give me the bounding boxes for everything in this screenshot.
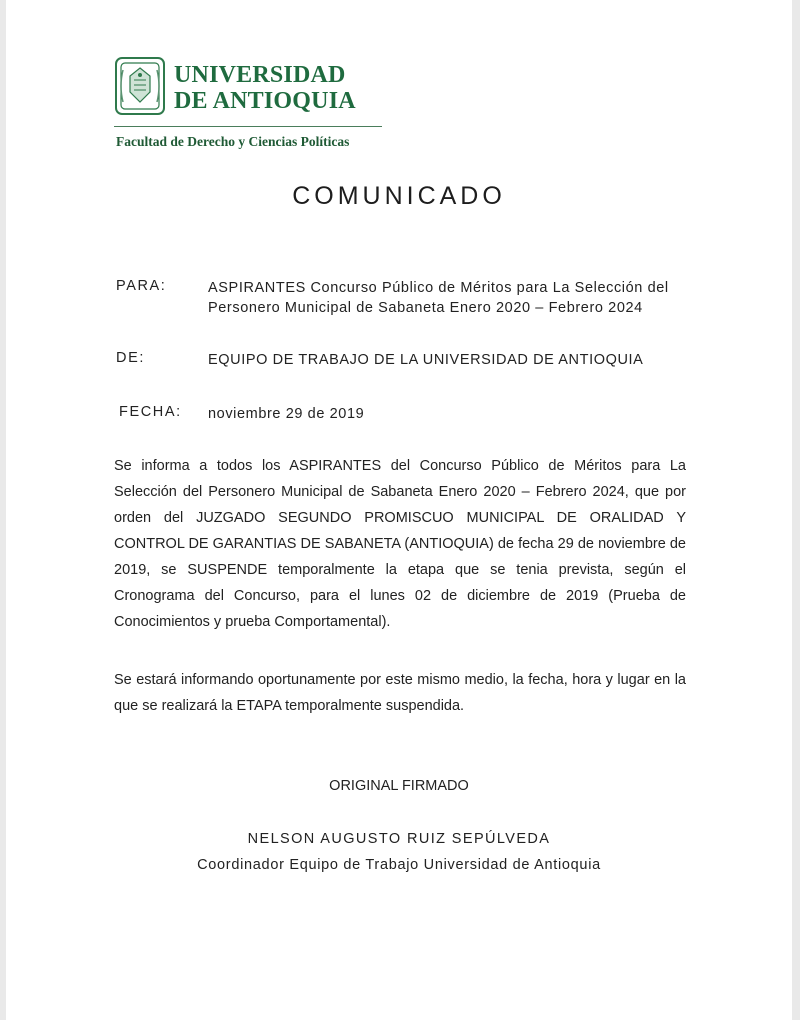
university-name-line2: DE ANTIOQUIA [174,88,356,114]
signatory-role: Coordinador Equipo de Trabajo Universidad de Antioquia [197,857,601,873]
body-paragraph-1: Se informa a todos los ASPIRANTES del Concurso Público de Méritos para La Selección del Personero Municipal de Sabaneta Enero 2020 – Febrero 2024, que por orden del JUZGADO SEGUNDO PROMISCUO MUNICIPAL DE ORALIDAD Y CONTROL DE GARANTIAS DE SABANETA (ANTIOQUIA) de fecha 29 de noviembre de 2019, se SUSPENDE temporalmente la etapa que se tenia prevista, según el Cronograma del Concurso, para el lunes 02 de diciembre de 2019 (Prueba de Conocimientos y prueba Comportamental). [114,458,686,630]
signature-status: ORIGINAL FIRMADO [329,778,469,794]
university-logo [114,56,394,156]
university-seal-icon [114,56,166,116]
de-label: DE: [116,350,145,366]
university-name [174,62,356,114]
signatory-name: NELSON AUGUSTO RUIZ SEPÚLVEDA [247,831,551,847]
logo-divider [114,126,382,127]
para-value: ASPIRANTES Concurso Público de Méritos para La Selección del Personero Municipal de Sabaneta Enero 2020 – Febrero 2024 [208,280,669,316]
fecha-value: noviembre 29 de 2019 [208,406,365,422]
university-name-line1: UNIVERSIDAD [174,62,346,88]
document-page [6,0,792,1020]
faculty-name: Facultad de Derecho y Ciencias Políticas [116,134,350,149]
fecha-label: FECHA: [119,404,182,420]
para-label: PARA: [116,278,167,294]
document-title: COMUNICADO [292,182,506,210]
de-value: EQUIPO DE TRABAJO DE LA UNIVERSIDAD DE ANTIOQUIA [208,352,644,368]
body-paragraph-2: Se estará informando oportunamente por este mismo medio, la fecha, hora y lugar en la que se realizará la ETAPA temporalmente suspendida. [114,672,686,714]
